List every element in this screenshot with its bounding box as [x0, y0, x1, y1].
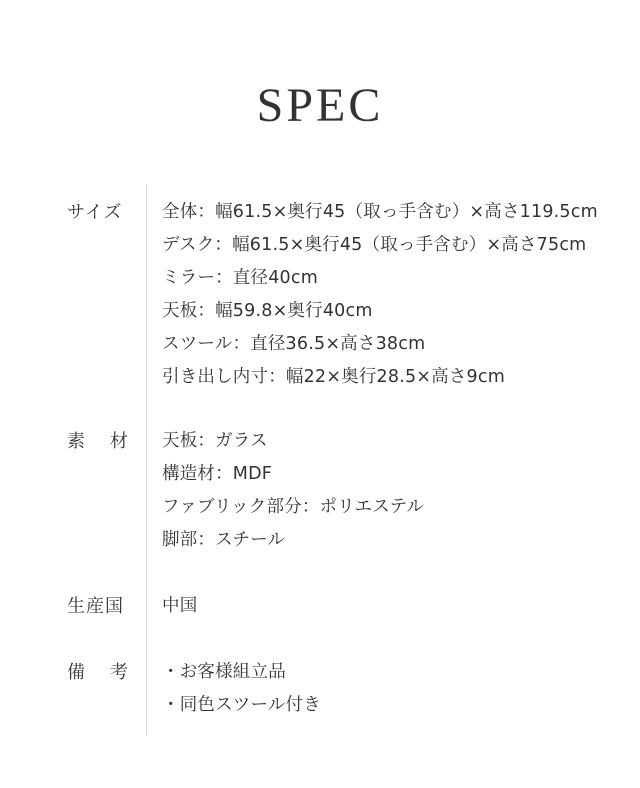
size-values [162, 196, 632, 394]
notes-values [162, 656, 632, 722]
size-line-tabletop: 天板：幅59.8×奥行40cm [162, 301, 373, 321]
size-line-stool: スツール：直径36.5×高さ38cm [162, 334, 426, 354]
vertical-divider [146, 184, 147, 736]
size-label: サイズ [67, 202, 123, 223]
origin-line-country: 中国 [162, 596, 198, 616]
material-label-char-1: 素 [67, 431, 86, 452]
notes-label-char-1: 備 [67, 662, 86, 683]
size-line-drawer: 引き出し内寸：幅22×奥行28.5×高さ9cm [162, 367, 505, 387]
material-line-fabric: ファブリック部分：ポリエステル [162, 497, 425, 517]
notes-label [67, 656, 129, 689]
size-line-overall: 全体：幅61.5×奥行45（取っ手含む）×高さ119.5cm [162, 202, 598, 222]
origin-values [162, 590, 632, 623]
material-line-legs: 脚部：スチール [162, 530, 286, 550]
notes-line-assembly: ・お客様組立品 [162, 662, 286, 682]
material-line-tabletop: 天板：ガラス [162, 431, 268, 451]
material-values [162, 425, 632, 557]
size-line-desk: デスク：幅61.5×奥行45（取っ手含む）×高さ75cm [162, 235, 587, 255]
notes-label-char-2: 考 [110, 662, 129, 683]
size-line-mirror: ミラー：直径40cm [162, 268, 318, 288]
material-label-char-2: 材 [110, 431, 129, 452]
origin-label: 生産国 [67, 596, 124, 617]
page-title: SPEC [256, 79, 384, 132]
material-line-structure: 構造材：MDF [162, 464, 273, 484]
notes-line-stool-included: ・同色スツール付き [162, 695, 321, 715]
material-label [67, 425, 129, 458]
